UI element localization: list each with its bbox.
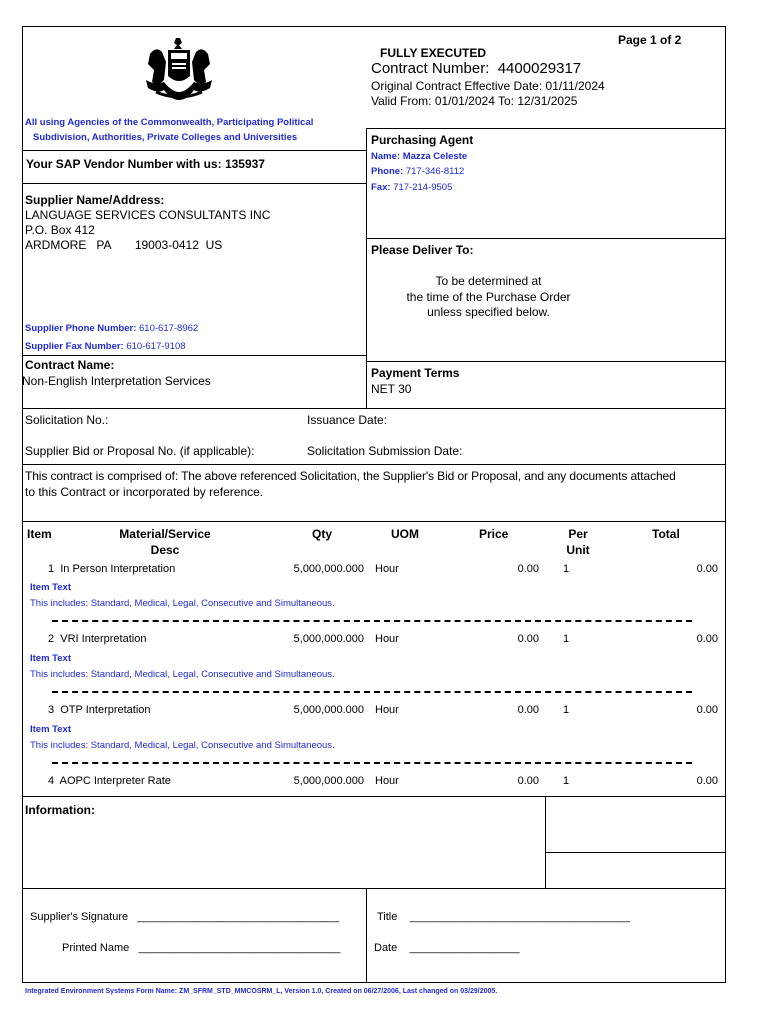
- supplier-address: P.O. Box 412: [25, 223, 95, 237]
- table-row-price: 0.00: [517, 775, 539, 787]
- col-qty: Qty: [312, 527, 333, 541]
- table-row-per: 1: [563, 704, 570, 716]
- divider: [366, 238, 726, 239]
- submission-date-label: Solicitation Submission Date:: [307, 444, 463, 458]
- contract-name-value: Non-English Interpretation Services: [22, 374, 211, 388]
- row-separator: [52, 691, 692, 693]
- divider: [366, 361, 726, 362]
- divider: [22, 183, 366, 184]
- divider: [22, 464, 726, 465]
- col-per-2: Unit: [566, 543, 590, 557]
- deliver-to-line3: unless specified below.: [427, 305, 550, 319]
- table-row-total: 0.00: [696, 775, 718, 787]
- supplier-name: LANGUAGE SERVICES CONSULTANTS INC: [25, 208, 271, 222]
- table-row-per: 1: [563, 563, 570, 575]
- table-row-price: 0.00: [517, 633, 539, 645]
- item-text: This includes: Standard, Medical, Legal, Consecutive and Simultaneous.: [30, 740, 335, 751]
- col-uom: UOM: [391, 527, 419, 541]
- row-separator: [52, 620, 692, 622]
- divider: [22, 796, 726, 797]
- payment-terms-value: NET 30: [371, 382, 412, 396]
- table-row-uom: Hour: [375, 704, 399, 716]
- status-label: FULLY EXECUTED: [380, 46, 487, 60]
- form-footer: Integrated Environment Systems Form Name: ZM_SFRM_STD_MMCOSRM_L, Version 1.0, Created on 06/27/2006, Last changed on 03/29/2005.: [25, 988, 498, 995]
- bid-proposal-label: Supplier Bid or Proposal No. (if applicable):: [25, 444, 255, 458]
- item-text-label: Item Text: [30, 582, 72, 593]
- purchasing-agent-title: Purchasing Agent: [371, 133, 474, 147]
- table-row-per: 1: [563, 775, 570, 787]
- col-per-1: Per: [568, 527, 588, 541]
- supplier-fax: Supplier Fax Number: 610-617-9108: [25, 341, 186, 352]
- table-row-desc: 2 VRI Interpretation: [48, 633, 147, 645]
- divider: [366, 888, 367, 982]
- frame-bottom: [22, 982, 726, 983]
- comprised-line2: to this Contract or incorporated by reference.: [25, 485, 264, 499]
- date-field[interactable]: Date __________________: [374, 942, 520, 954]
- supplier-city-line: ARDMORE PA 19003-0412 US: [25, 238, 223, 252]
- information-label: Information:: [25, 803, 95, 817]
- divider: [22, 888, 726, 889]
- valid-dates: Valid From: 01/01/2024 To: 12/31/2025: [371, 94, 578, 108]
- title-field[interactable]: Title ____________________________________: [377, 911, 630, 923]
- item-text: This includes: Standard, Medical, Legal, Consecutive and Simultaneous.: [30, 598, 335, 609]
- payment-terms-title: Payment Terms: [371, 366, 460, 380]
- col-total: Total: [652, 527, 680, 541]
- solicitation-no-label: Solicitation No.:: [25, 413, 109, 427]
- contract-number: Contract Number: 4400029317: [371, 60, 582, 77]
- table-row-qty: 5,000,000.000: [293, 633, 364, 645]
- col-item: Item: [27, 527, 52, 541]
- agent-fax: Fax: 717-214-9505: [371, 182, 453, 193]
- divider: [22, 521, 726, 522]
- effective-date: Original Contract Effective Date: 01/11/2024: [371, 79, 605, 93]
- table-row-qty: 5,000,000.000: [293, 704, 364, 716]
- table-row-total: 0.00: [696, 563, 718, 575]
- frame-right: [725, 26, 726, 983]
- divider: [22, 355, 366, 356]
- deliver-to-line1: To be determined at: [435, 274, 542, 288]
- comprised-line1: This contract is comprised of: The above referenced Solicitation, the Supplier's Bid or Proposal, and any documents attached: [25, 469, 676, 483]
- page-label: Page 1 of 2: [618, 33, 682, 47]
- table-row-price: 0.00: [517, 704, 539, 716]
- table-row-desc: 3 OTP Interpretation: [48, 704, 151, 716]
- col-material-2: Desc: [150, 543, 180, 557]
- frame-left: [22, 26, 23, 983]
- frame-top: [22, 26, 726, 27]
- supplier-phone: Supplier Phone Number: 610-617-8962: [25, 323, 199, 334]
- printed-name[interactable]: Printed Name _________________________________: [62, 942, 341, 954]
- divider: [545, 852, 726, 853]
- item-text-label: Item Text: [30, 653, 72, 664]
- table-row-total: 0.00: [696, 633, 718, 645]
- table-row-desc: 4 AOPC Interpreter Rate: [48, 775, 171, 787]
- issuance-date-label: Issuance Date:: [307, 413, 388, 427]
- item-text: This includes: Standard, Medical, Legal, Consecutive and Simultaneous.: [30, 669, 335, 680]
- table-row-desc: 1 In Person Interpretation: [48, 563, 176, 575]
- table-row-qty: 5,000,000.000: [293, 775, 364, 787]
- agencies-note-line1: All using Agencies of the Commonwealth, Participating Political: [25, 117, 314, 128]
- table-row-uom: Hour: [375, 563, 399, 575]
- agencies-note-line2: Subdivision, Authorities, Private Colleges and Universities: [33, 132, 298, 143]
- row-separator: [52, 762, 692, 764]
- table-row-per: 1: [563, 633, 570, 645]
- table-row-qty: 5,000,000.000: [293, 563, 364, 575]
- divider: [22, 408, 726, 409]
- commonwealth-coat-of-arms-icon: [138, 36, 220, 100]
- table-row-price: 0.00: [517, 563, 539, 575]
- contract-name-title: Contract Name:: [25, 358, 115, 372]
- item-text-label: Item Text: [30, 724, 72, 735]
- deliver-to-line2: the time of the Purchase Order: [406, 290, 571, 304]
- col-price: Price: [479, 527, 509, 541]
- divider: [22, 150, 366, 151]
- agent-phone: Phone: 717-346-8112: [371, 166, 465, 177]
- supplier-title: Supplier Name/Address:: [25, 193, 165, 207]
- table-row-uom: Hour: [375, 775, 399, 787]
- table-row-uom: Hour: [375, 633, 399, 645]
- deliver-to-title: Please Deliver To:: [371, 243, 474, 257]
- divider: [366, 128, 367, 409]
- table-row-total: 0.00: [696, 704, 718, 716]
- divider: [366, 128, 726, 129]
- col-material-1: Material/Service: [119, 527, 211, 541]
- supplier-signature[interactable]: Supplier's Signature _________________________________: [30, 911, 340, 923]
- vendor-number: Your SAP Vendor Number with us: 135937: [26, 157, 265, 171]
- divider: [545, 796, 546, 888]
- agent-name: Name: Mazza Celeste: [371, 151, 468, 162]
